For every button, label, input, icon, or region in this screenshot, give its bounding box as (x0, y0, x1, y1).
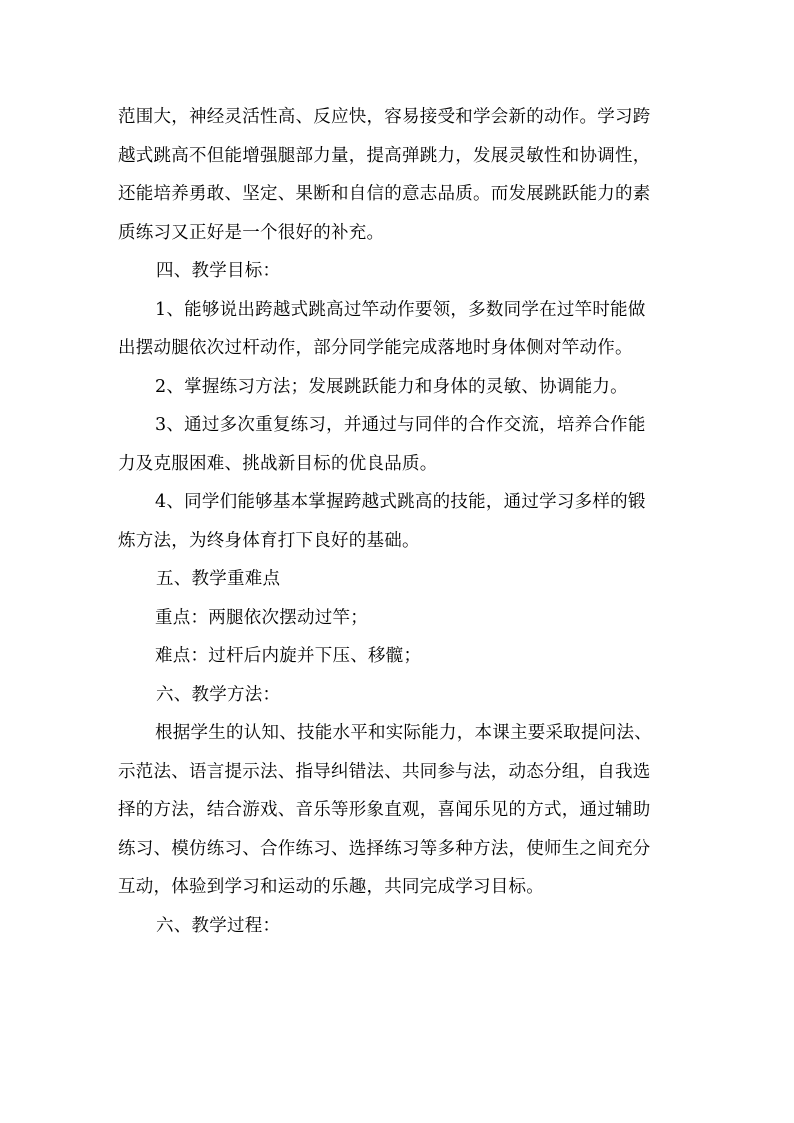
text-line: 炼方法，为终身体育打下良好的基础。 (118, 530, 420, 551)
text-line: 根据学生的认知、技能水平和实际能力，本课主要采取提问法、 (155, 723, 652, 743)
paragraph-intro-continuation (118, 98, 678, 252)
heading-text: 六、教学过程： (156, 915, 281, 936)
text-line: 难点：过杆后内旋并下压、移髋； (155, 646, 422, 666)
text-line: 力及克服困难、挑战新目标的优良品质。 (118, 453, 438, 474)
text-line: 4、同学们能够基本掌握跨越式跳高的技能，通过学习多样的锻 (155, 492, 646, 512)
document-body (118, 98, 678, 945)
heading-text: 五、教学重难点 (156, 569, 281, 589)
section-heading-key-difficult-points (118, 560, 678, 599)
heading-text: 六、教学方法： (156, 684, 281, 705)
text-line: 重点：两腿依次摆动过竿； (155, 607, 368, 628)
text-line: 质练习又正好是一个很好的补充。 (118, 222, 385, 243)
paragraph-goal-2 (118, 368, 678, 407)
text-line: 2、掌握练习方法；发展跳跃能力和身体的灵敏、协调能力。 (155, 376, 628, 397)
section-heading-teaching-methods (118, 676, 678, 715)
text-line: 越式跳高不但能增强腿部力量，提高弹跳力，发展灵敏性和协调性， (118, 145, 651, 166)
section-heading-teaching-process (118, 907, 678, 946)
text-line: 互动，体验到学习和运动的乐趣，共同完成学习目标。 (118, 877, 544, 897)
paragraph-difficult-point (118, 637, 678, 676)
text-line: 出摆动腿依次过杆动作，部分同学能完成落地时身体侧对竿动作。 (118, 338, 633, 358)
text-line: 1、能够说出跨越式跳高过竿动作要领，多数同学在过竿时能做 (155, 299, 646, 320)
paragraph-methods-body (118, 714, 678, 907)
text-line: 练习、模仿练习、合作练习、选择练习等多种方法，使师生之间充分 (118, 838, 651, 859)
text-line: 3、通过多次重复练习，并通过与同伴的合作交流，培养合作能 (155, 415, 646, 435)
text-line: 范围大，神经灵活性高、反应快，容易接受和学会新的动作。学习跨 (118, 107, 651, 127)
text-line: 择的方法，结合游戏、音乐等形象直观，喜闻乐见的方式，通过辅助 (118, 800, 651, 820)
paragraph-key-point (118, 599, 678, 638)
heading-text: 四、教学目标： (156, 261, 281, 281)
text-line: 示范法、语言提示法、指导纠错法、共同参与法，动态分组，自我选 (118, 761, 651, 782)
paragraph-goal-4 (118, 483, 678, 560)
paragraph-goal-3 (118, 406, 678, 483)
paragraph-goal-1 (118, 291, 678, 368)
text-line: 还能培养勇敢、坚定、果断和自信的意志品质。而发展跳跃能力的素 (118, 184, 651, 204)
section-heading-teaching-goals (118, 252, 678, 291)
